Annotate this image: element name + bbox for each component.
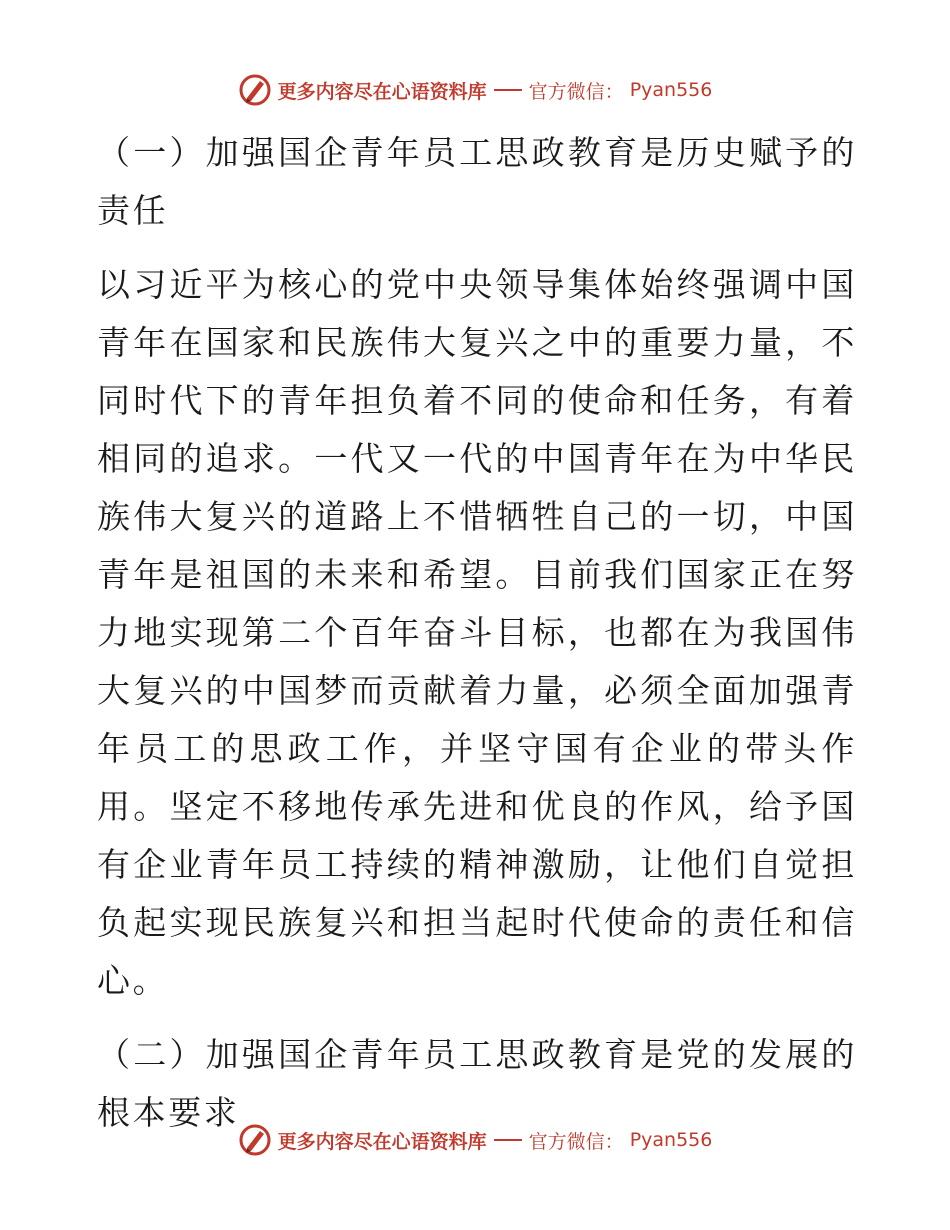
banner-wechat-label: 官方微信：: [528, 80, 624, 103]
banner-wechat-id: Pyan556: [629, 79, 713, 101]
banner-dash: [494, 89, 522, 91]
banner-title: 更多内容尽在心语资料库: [277, 80, 487, 103]
section-heading-2: （二）加强国企青年员工思政教育是党的发展的根本要求: [97, 1035, 857, 1132]
banner-wechat-label: 官方微信：: [528, 1130, 624, 1153]
header-banner: [0, 70, 950, 110]
banner-dash: [494, 1139, 522, 1141]
body-paragraph-1: 以习近平为核心的党中央领导集体始终强调中国青年在国家和民族伟大复兴之中的重要力量，不同时代下的青年担负着不同的使命和任务，有着相同的追求。一代又一代的中国青年在为中华民族伟大复兴的道路上不惜牺牲自己的一切，中国青年是祖国的未来和希望。目前我们国家正在努力地实现第二个百年奋斗目标，也都在为我国伟大复兴的中国梦而贡献着力量，必须全面加强青年员工的思政工作，并坚守国有企业的带头作用。坚定不移地传承先进和优良的作风，给予国有企业青年员工持续的精神激励，让他们自觉担负起实现民族复兴和担当起时代使命的责任和信心。: [97, 265, 857, 1000]
section-heading-1: （一）加强国企青年员工思政教育是历史赋予的责任: [97, 133, 857, 230]
pen-logo-icon: [238, 73, 272, 107]
footer-banner: [0, 1120, 950, 1160]
document-body: [97, 124, 857, 1158]
banner-wechat-id: Pyan556: [629, 1129, 713, 1151]
pen-logo-icon: [238, 1123, 272, 1157]
banner-title: 更多内容尽在心语资料库: [277, 1130, 487, 1153]
